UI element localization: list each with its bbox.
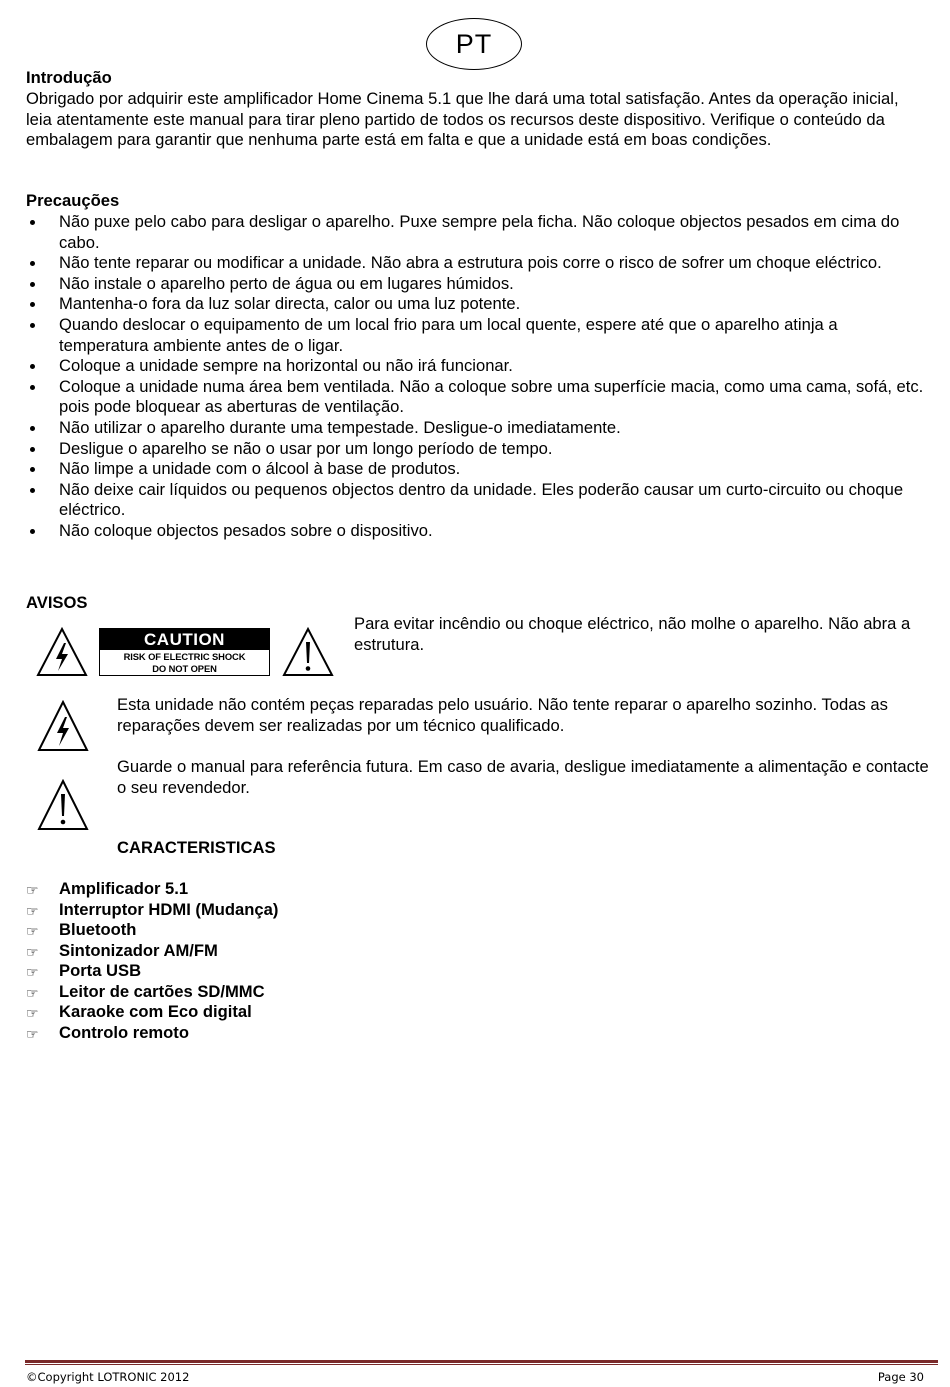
pointing-hand-icon: ☞ [26,923,39,939]
list-item: ☞ Porta USB [26,961,626,982]
list-item: Não deixe cair líquidos ou pequenos objectos dentro da unidade. Eles poderão causar um curto-circuito ou choque eléctrico. [26,480,926,521]
footer-divider [25,1360,938,1363]
list-item: ☞ Amplificador 5.1 [26,879,626,900]
list-item: Coloque a unidade sempre na horizontal ou não irá funcionar. [26,356,926,377]
footer-divider-thin [25,1364,938,1365]
list-item: ☞ Interruptor HDMI (Mudança) [26,900,626,921]
list-item: Não instale o aparelho perto de água ou em lugares húmidos. [26,274,926,295]
list-item: ☞ Leitor de cartões SD/MMC [26,982,626,1003]
list-item: ☞ Karaoke com Eco digital [26,1002,626,1023]
list-item: Não limpe a unidade com o álcool à base de produtos. [26,459,926,480]
footer-page-number: Page 30 [877,1370,924,1384]
bullet-icon [30,364,35,369]
language-badge: PT [426,18,522,70]
caution-label [99,628,270,676]
warning-text-2: Esta unidade não contém peças reparadas pelo usuário. Não tente reparar o aparelho sozinho. Todas as reparações devem ser realizadas por um técnico qualificado. [117,695,888,735]
list-item: Não tente reparar ou modificar a unidade. Não abra a estrutura pois corre o risco de sofrer um choque eléctrico. [26,253,926,274]
bullet-icon [30,426,35,431]
precautions-heading: Precauções [26,191,120,210]
pointing-hand-icon: ☞ [26,902,39,919]
caution-line-1: RISK OF ELECTRIC SHOCK [123,651,246,662]
list-item: Quando deslocar o equipamento de um local frio para um local quente, espere até que o aparelho atinja a temperatura ambiente antes de o ligar. [26,315,926,356]
bullet-icon [30,467,35,472]
list-item: Mantenha-o fora da luz solar directa, calor ou uma luz potente. [26,294,926,315]
list-item: Coloque a unidade numa área bem ventilada. Não a coloque sobre uma superfície macia, como uma cama, sofá, etc. pois pode bloquear as aberturas de ventilação. [26,377,926,418]
list-item: ☞ Controlo remoto [26,1023,626,1044]
exclamation-warning-icon [282,627,334,677]
pointing-hand-icon: ☞ [26,882,39,898]
bullet-icon [30,261,35,266]
list-item: Não utilizar o aparelho durante uma tempestade. Desligue-o imediatamente. [26,418,926,439]
warning-text-1: Para evitar incêndio ou choque eléctrico, não molhe o aparelho. Não abra a estrutura. [354,614,911,654]
bullet-icon [30,323,35,328]
list-item: Desligue o aparelho se não o usar por um longo período de tempo. [26,439,926,460]
pointing-hand-icon: ☞ [26,943,39,960]
intro-text: Obrigado por adquirir este amplificador Home Cinema 5.1 que lhe dará uma total satisfação. Antes da operação inicial, leia atentamente este manual para tirar pleno partido de todos os recursos deste dispositivo. Verifique o conteúdo da embalagem para garantir que nenhuma parte está em falta e que a unidade está em boas condições. [26,89,899,150]
bullet-icon [30,302,35,307]
pointing-hand-icon: ☞ [26,984,39,1001]
warnings-heading: AVISOS [26,593,88,612]
bullet-icon [30,385,35,390]
list-item: ☞ Sintonizador AM/FM [26,941,626,962]
bullet-icon [30,488,35,493]
features-list [26,879,626,1043]
list-item: Não coloque objectos pesados sobre o dispositivo. [26,521,926,542]
caution-line-2: DO NOT OPEN [152,663,217,674]
bullet-icon [30,529,35,534]
footer-copyright: ©Copyright LOTRONIC 2012 [26,1370,190,1384]
electric-shock-warning-icon [36,627,88,677]
bullet-icon [30,447,35,452]
pointing-hand-icon: ☞ [26,1005,39,1021]
warning-text-3: Guarde o manual para referência futura. Em caso de avaria, desligue imediatamente a alimentação e contacte o seu revendedor. [117,757,929,797]
exclamation-warning-icon-2 [37,779,89,831]
caution-title: CAUTION [100,629,269,650]
pointing-hand-icon: ☞ [26,964,39,980]
bullet-icon [30,282,35,287]
precautions-list [26,212,926,542]
list-item: ☞ Bluetooth [26,920,626,941]
electric-shock-warning-icon-2 [37,700,89,752]
intro-heading: Introdução [26,68,112,87]
bullet-icon [30,220,35,225]
features-heading: CARACTERISTICAS [117,838,276,857]
pointing-hand-icon: ☞ [26,1025,39,1042]
list-item: Não puxe pelo cabo para desligar o aparelho. Puxe sempre pela ficha. Não coloque objectos pesados em cima do cabo. [26,212,926,253]
